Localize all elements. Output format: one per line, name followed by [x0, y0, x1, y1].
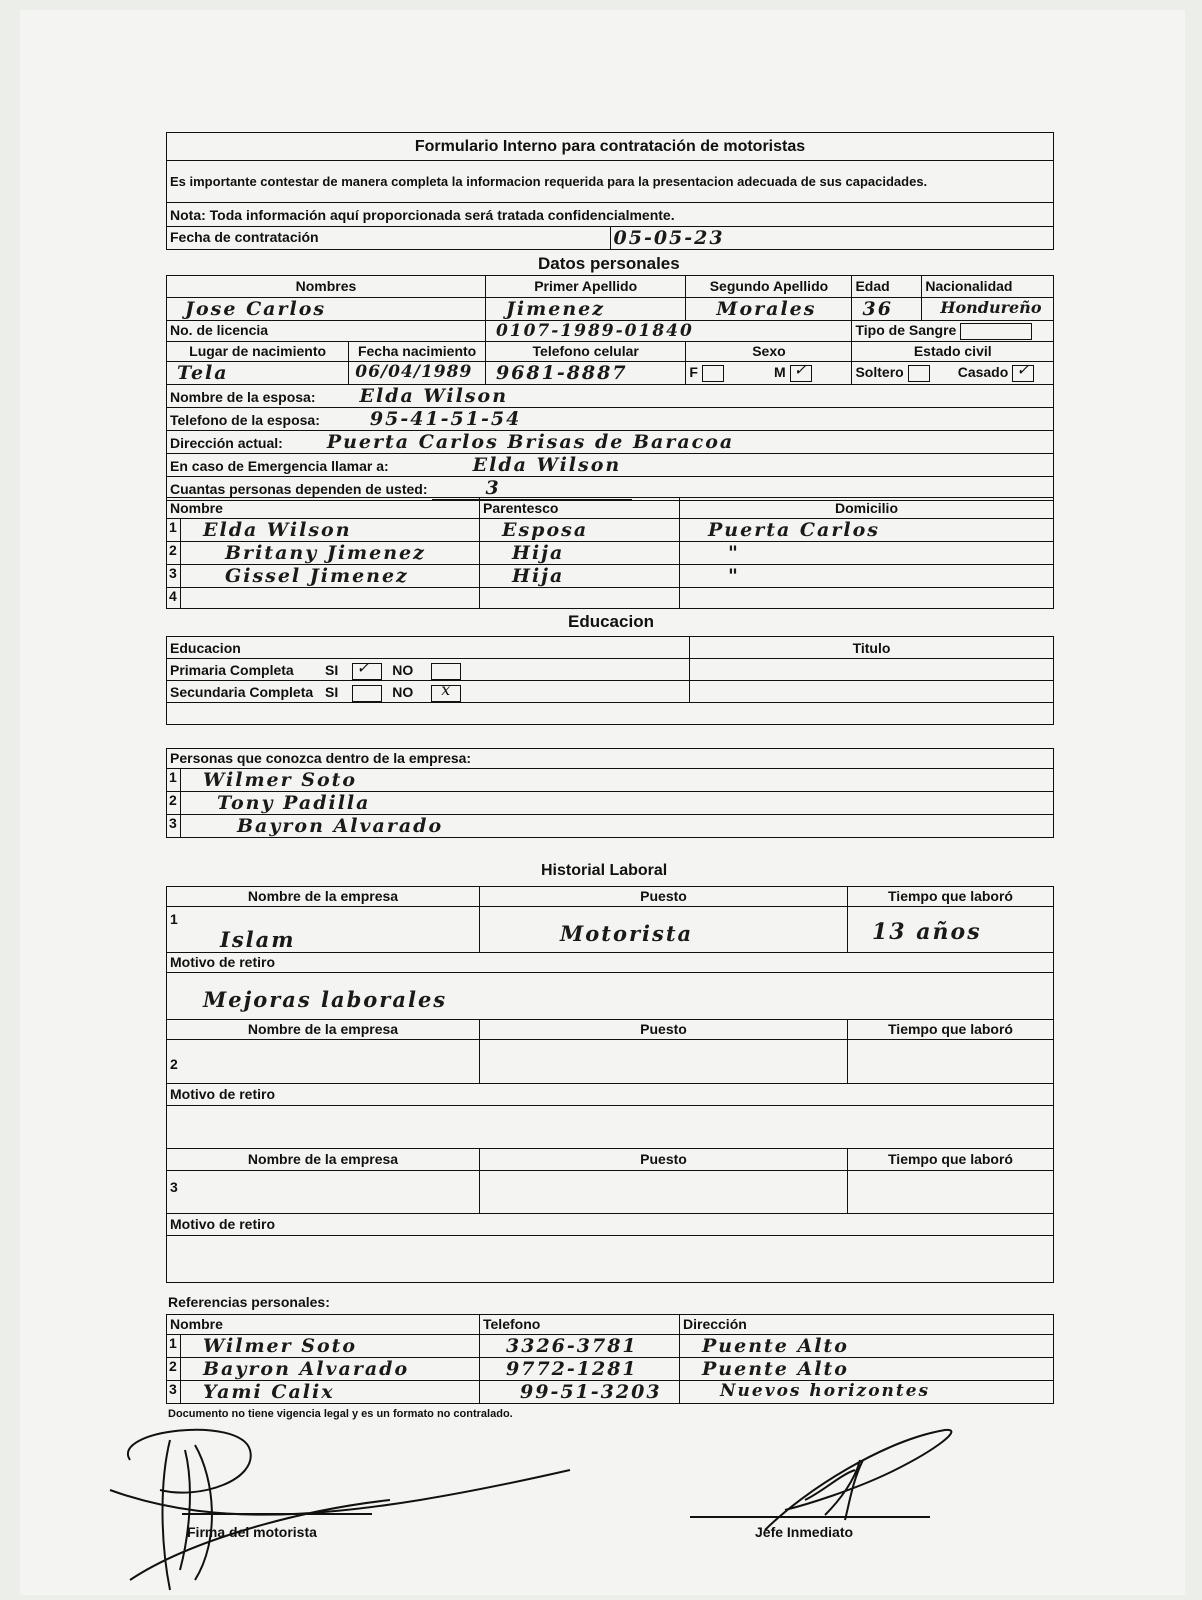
ref-hdr-nombre: Nombre [167, 1315, 480, 1335]
known-people-table [166, 748, 1054, 838]
job3-hdr-tiempo: Tiempo que laboró [848, 1149, 1054, 1171]
dep-hdr-nombre: Nombre [167, 498, 480, 519]
dependents-table [166, 497, 1054, 609]
label-direccion: Dirección actual: [170, 435, 283, 451]
edu-header: Educacion [167, 637, 690, 659]
ref-telefono: 3326-3781 [506, 1335, 638, 1357]
table-row: 1 Elda Wilson Esposa Puerta Carlos [167, 519, 1054, 542]
motorista-signature [100, 1420, 580, 1600]
label-licencia: No. de licencia [167, 321, 486, 342]
table-row: 1 Wilmer Soto 3326-3781 Puente Alto [167, 1335, 1054, 1358]
form-title: Formulario Interno para contratación de motoristas [167, 133, 1054, 161]
label-emergencia: En caso de Emergencia llamar a: [170, 458, 389, 474]
value-primer-apellido: Jimenez [505, 298, 606, 320]
job1-puesto: Motorista [560, 921, 694, 946]
known-person-name: Bayron Alvarado [237, 815, 444, 837]
job2-hdr-puesto: Puesto [480, 1020, 848, 1040]
disclaimer: Documento no tiene vigencia legal y es un formato no contralado. [168, 1408, 513, 1420]
hdr-nacionalidad: Nacionalidad [922, 276, 1054, 298]
known-person-name: Tony Padilla [217, 792, 371, 814]
form-header [166, 132, 1054, 250]
hdr-primer-apellido: Primer Apellido [485, 276, 685, 298]
value-nacionalidad: Hondureño [940, 298, 1042, 317]
job1-motivo-label: Motivo de retiro [167, 953, 1054, 973]
hdr-fecha-nac: Fecha nacimiento [349, 342, 486, 362]
dep-parentesco: Hija [512, 542, 565, 564]
ref-nombre: Yami Calix [203, 1381, 335, 1403]
value-fecha-nac: 06/04/1989 [355, 362, 473, 382]
job1-empresa: Islam [220, 927, 296, 952]
tipo-sangre-box [960, 323, 1032, 340]
form-intro: Es importante contestar de manera completa la informacion requerida para la presentacion adecuada de sus capacidades. [167, 161, 1054, 203]
table-row: 4 [167, 588, 1054, 609]
job1-tiempo: 13 años [872, 919, 982, 945]
ref-hdr-direccion: Dirección [680, 1315, 1054, 1335]
known-person-name: Wilmer Soto [203, 769, 358, 791]
edu-titulo: Titulo [690, 637, 1054, 659]
sexo-m-checkbox[interactable]: ✓ [790, 365, 812, 382]
sexo-f-checkbox[interactable] [702, 365, 724, 382]
dep-parentesco: Esposa [502, 519, 589, 541]
job3-hdr-empresa: Nombre de la empresa [167, 1149, 480, 1171]
ref-direccion: Nuevos horizontes [720, 1381, 931, 1401]
list-item: 3 Bayron Alvarado [167, 815, 1054, 838]
table-row: 3 Gissel Jimenez Hija " [167, 565, 1054, 588]
soltero-checkbox[interactable] [908, 365, 930, 382]
job2-hdr-tiempo: Tiempo que laboró [848, 1020, 1054, 1040]
dep-domicilio: " [728, 542, 740, 564]
references-table [166, 1314, 1054, 1404]
dep-domicilio: " [728, 565, 740, 587]
work-history-table: Nombre de la empresa Puesto Tiempo que laboró 1 Islam Motorista 13 años Motivo de retiro Mejoras laborales Nombre de la empresa Puesto Tiempo que laboró 2 Motivo de retiro Nombre de la empresa Puesto Tiempo que laboró 3 Motivo de retiro [166, 886, 1054, 1283]
job1-hdr-puesto: Puesto [480, 887, 848, 907]
dep-nombre: Britany Jimenez [225, 542, 426, 564]
job3-hdr-puesto: Puesto [480, 1149, 848, 1171]
value-emergencia: Elda Wilson [472, 454, 622, 476]
value-telefono: 9681-8887 [495, 362, 628, 384]
ref-telefono: 9772-1281 [506, 1358, 638, 1380]
label-dependientes: Cuantas personas dependen de usted: [170, 481, 428, 497]
section-educacion: Educacion [568, 612, 654, 631]
list-item: 2 Tony Padilla [167, 792, 1054, 815]
dep-hdr-domicilio: Domicilio [680, 498, 1054, 519]
sexo-f-label: F [689, 364, 698, 380]
hdr-telefono: Telefono celular [485, 342, 685, 362]
hdr-nombres: Nombres [167, 276, 486, 298]
value-edad: 36 [862, 298, 893, 320]
ref-telefono: 99-51-3203 [520, 1381, 662, 1403]
jefe-inmediato-label: Jefe Inmediato [755, 1524, 854, 1540]
dep-nombre: Elda Wilson [203, 519, 352, 541]
value-lugar-nac: Tela [177, 362, 229, 384]
hdr-lugar-nac: Lugar de nacimiento [167, 342, 349, 362]
job3-motivo-label: Motivo de retiro [167, 1214, 1054, 1236]
casado-label: Casado [957, 364, 1009, 380]
secundaria-no-checkbox[interactable]: x [431, 685, 461, 702]
jefe-signature [745, 1420, 965, 1540]
ref-direccion: Puente Alto [702, 1358, 849, 1380]
label-tel-esposa: Telefono de la esposa: [170, 412, 320, 428]
known-people-label: Personas que conozca dentro de la empresa: [167, 749, 1054, 769]
primaria-si-checkbox[interactable]: ✓ [352, 663, 382, 680]
value-esposa: Elda Wilson [359, 385, 509, 407]
value-licencia: 0107-1989-01840 [495, 321, 694, 341]
label-esposa: Nombre de la esposa: [170, 389, 316, 405]
sexo-m-label: M [773, 364, 786, 380]
hire-date-label: Fecha de contratación [167, 227, 611, 250]
casado-checkbox[interactable]: ✓ [1012, 365, 1034, 382]
job1-hdr-tiempo: Tiempo que laboró [848, 887, 1054, 907]
ref-nombre: Wilmer Soto [203, 1335, 358, 1357]
hdr-estado-civil: Estado civil [852, 342, 1054, 362]
personal-data-table [166, 275, 1054, 501]
dep-parentesco: Hija [512, 565, 565, 587]
hdr-segundo-apellido: Segundo Apellido [686, 276, 852, 298]
job1-hdr-empresa: Nombre de la empresa [167, 887, 480, 907]
dep-nombre: Gissel Jimenez [225, 565, 409, 587]
hdr-edad: Edad [852, 276, 922, 298]
ref-hdr-telefono: Telefono [480, 1315, 680, 1335]
hire-date-value: 05-05-23 [613, 227, 725, 249]
job2-hdr-empresa: Nombre de la empresa [167, 1020, 480, 1040]
job1-motivo: Mejoras laborales [203, 987, 448, 1012]
secundaria-si-checkbox[interactable] [352, 685, 382, 702]
value-segundo-apellido: Morales [716, 298, 817, 320]
soltero-label: Soltero [855, 364, 904, 380]
hdr-sexo: Sexo [686, 342, 852, 362]
confidential-note: Nota: Toda información aquí proporcionada será tratada confidencialmente. [167, 203, 1054, 227]
dep-hdr-parentesco: Parentesco [480, 498, 680, 519]
table-row: 3 Yami Calix 99-51-3203 Nuevos horizontes [167, 1381, 1054, 1404]
references-label: Referencias personales: [168, 1294, 330, 1310]
job2-motivo-label: Motivo de retiro [167, 1084, 1054, 1106]
education-table: Educacion Titulo Primaria Completa SI ✓ NO Secundaria Completa SI NO x [166, 636, 1054, 725]
value-tel-esposa: 95-41-51-54 [369, 408, 522, 430]
value-nombres: Jose Carlos [185, 298, 327, 320]
primaria-no-checkbox[interactable] [431, 663, 461, 680]
list-item: 1 Wilmer Soto [167, 769, 1054, 792]
firma-motorista-label: Firma del motorista [187, 1524, 317, 1540]
section-datos-personales: Datos personales [538, 254, 680, 273]
dep-domicilio: Puerta Carlos [708, 519, 880, 541]
label-tipo-sangre: Tipo de Sangre [855, 322, 957, 338]
table-row: 2 Britany Jimenez Hija " [167, 542, 1054, 565]
ref-nombre: Bayron Alvarado [203, 1358, 410, 1380]
table-row: 2 Bayron Alvarado 9772-1281 Puente Alto [167, 1358, 1054, 1381]
ref-direccion: Puente Alto [702, 1335, 849, 1357]
value-direccion: Puerta Carlos Brisas de Baracoa [326, 431, 735, 453]
value-dependientes: 3 [485, 477, 501, 499]
edu-secundaria-label: Secundaria Completa [170, 684, 314, 700]
edu-primaria-label: Primaria Completa [170, 662, 294, 678]
section-historial: Historial Laboral [541, 862, 668, 879]
